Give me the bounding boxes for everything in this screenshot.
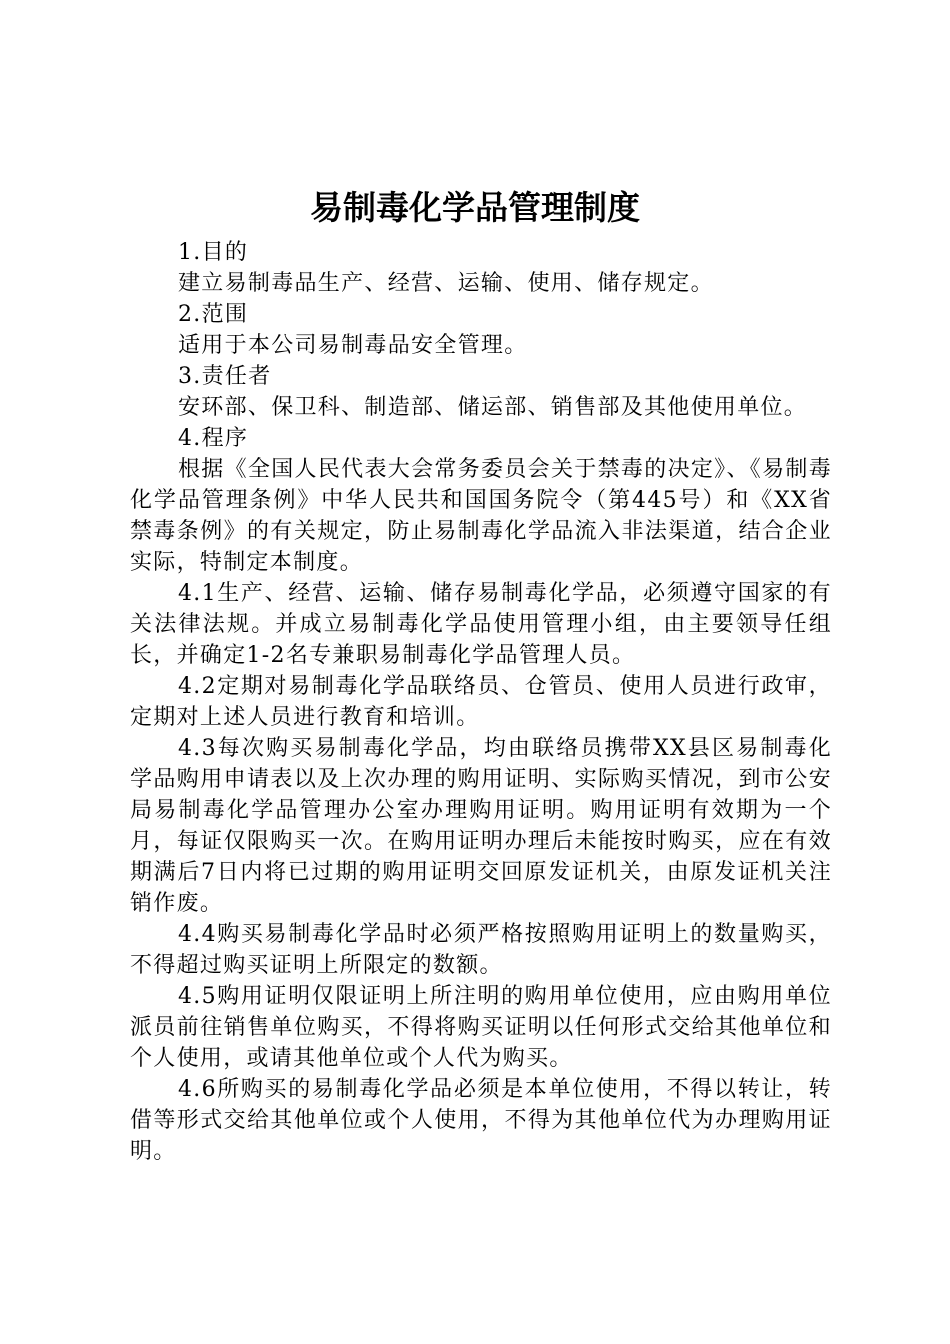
clause-4-6: 4.6所购买的易制毒化学品必须是本单位使用，不得以转让，转借等形式交给其他单位或个人使用，不得为其他单位代为办理购用证明。 <box>130 1077 832 1164</box>
section-text-scope: 适用于本公司易制毒品安全管理。 <box>178 333 528 358</box>
section-heading-responsible: 3.责任者 <box>178 364 272 389</box>
clause-4-4: 4.4购买易制毒化学品时必须严格按照购用证明上的数量购买，不得超过购买证明上所限定的数额。 <box>130 922 832 978</box>
section-text-responsible: 安环部、保卫科、制造部、储运部、销售部及其他使用单位。 <box>178 395 808 420</box>
section-heading-procedure: 4.程序 <box>178 426 249 451</box>
clause-4-1: 4.1生产、经营、运输、储存易制毒化学品，必须遵守国家的有关法律法规。并成立易制毒化学品使用管理小组，由主要领导任组长，并确定1-2名专兼职易制毒化学品管理人员。 <box>130 581 832 668</box>
section-heading-purpose: 1.目的 <box>178 240 249 265</box>
clause-4-3: 4.3每次购买易制毒化学品，均由联络员携带XX县区易制毒化学品购用申请表以及上次办理的购用证明、实际购买情况，到市公安局易制毒化学品管理办公室办理购用证明。购用证明有效期为一个月，每证仅限购买一次。在购用证明办理后未能按时购买，应在有效期满后7日内将已过期的购用证明交回原发证机关，由原发证机关注销作废。 <box>130 736 832 916</box>
document-body <box>130 237 832 1167</box>
section-heading-scope: 2.范围 <box>178 302 249 327</box>
section-text-procedure-intro: 根据《全国人民代表大会常务委员会关于禁毒的决定》、《易制毒化学品管理条例》中华人民共和国国务院令（第445号）和《XX省禁毒条例》的有关规定，防止易制毒化学品流入非法渠道，结合企业实际，特制定本制度。 <box>130 457 832 575</box>
clause-4-5: 4.5购用证明仅限证明上所注明的购用单位使用，应由购用单位派员前往销售单位购买，不得将购买证明以任何形式交给其他单位和个人使用，或请其他单位或个人代为购买。 <box>130 984 832 1071</box>
clause-4-2: 4.2定期对易制毒化学品联络员、仓管员、使用人员进行政审，定期对上述人员进行教育和培训。 <box>130 674 832 730</box>
document-title: 易制毒化学品管理制度 <box>310 188 640 227</box>
section-text-purpose: 建立易制毒品生产、经营、运输、使用、储存规定。 <box>178 271 714 296</box>
